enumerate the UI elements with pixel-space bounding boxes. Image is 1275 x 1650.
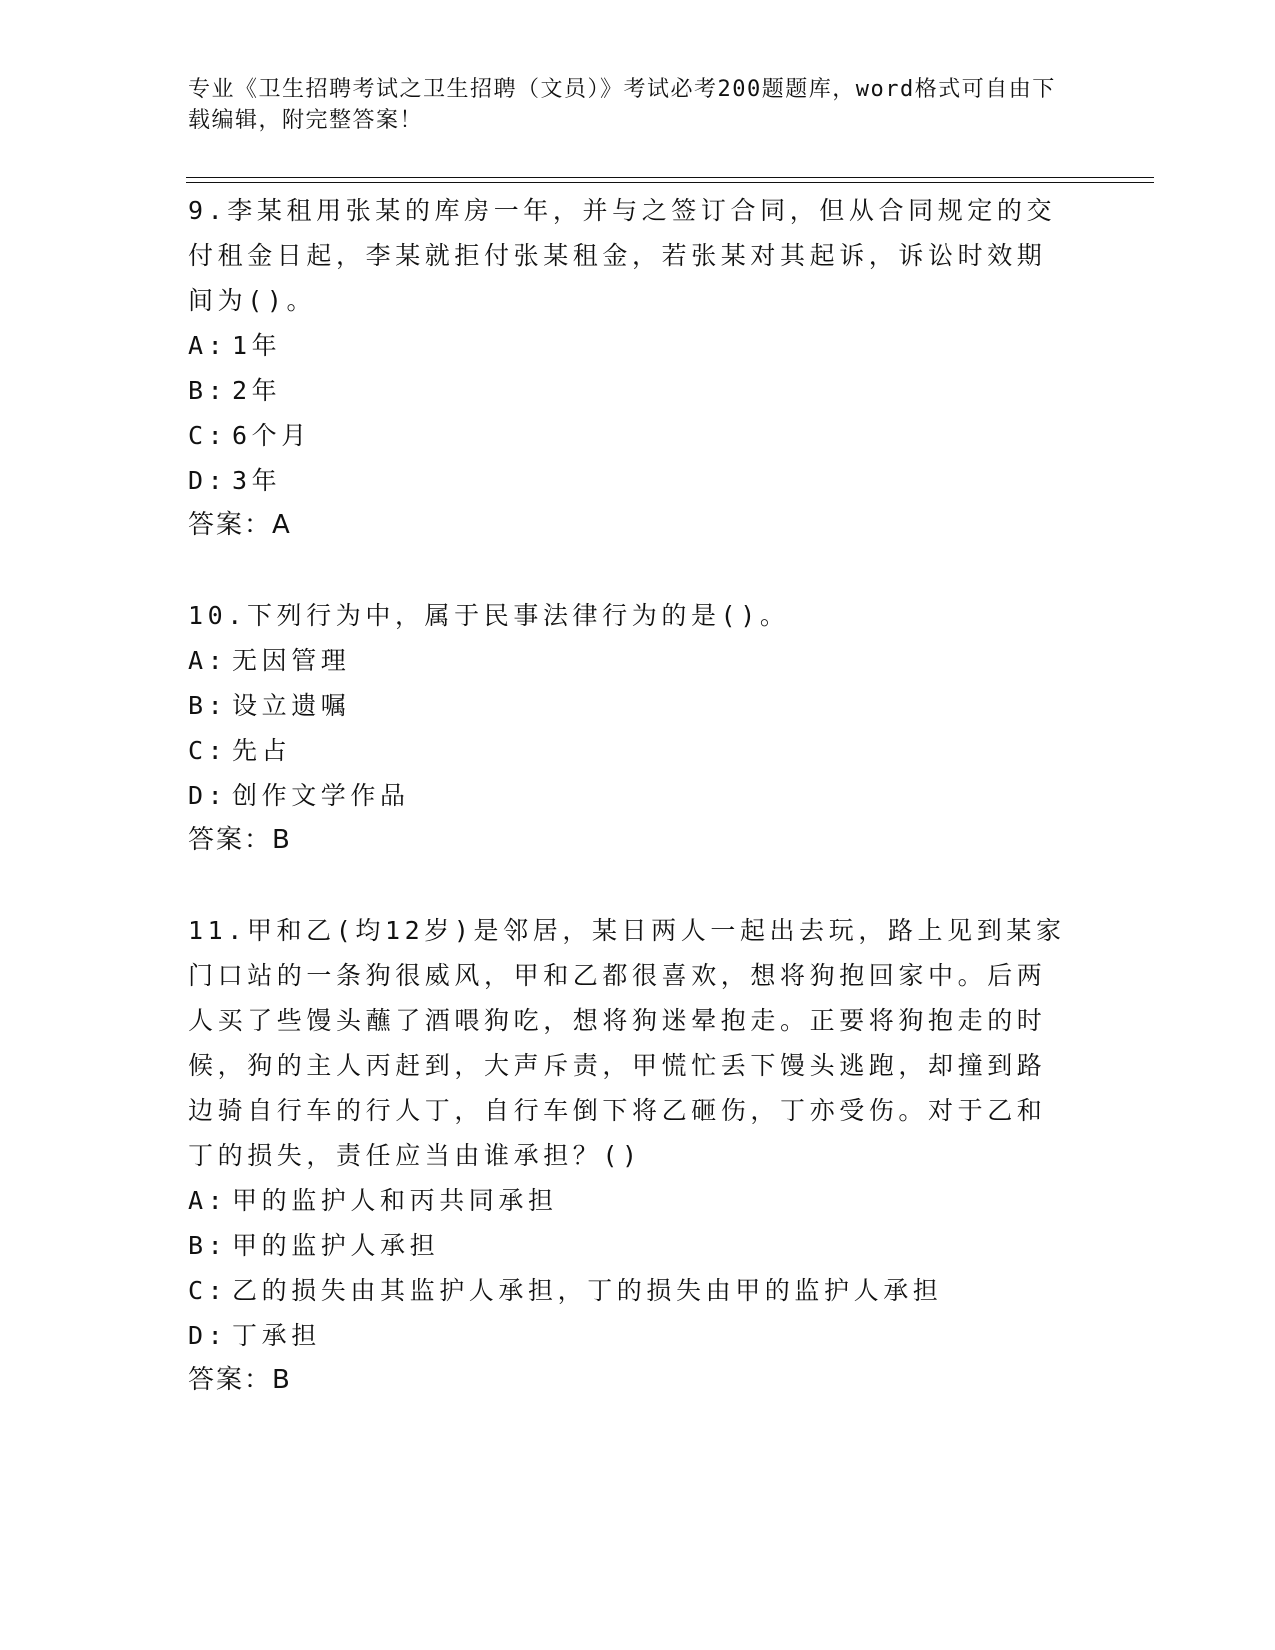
option-b — [188, 1223, 1068, 1268]
question-spacer — [188, 863, 1068, 908]
option-key: B: — [188, 1231, 228, 1260]
option-a — [188, 323, 1068, 368]
answer-label: 答案：B — [188, 1365, 292, 1395]
option-text: 乙的损失由其监护人承担，丁的损失由甲的监护人承担 — [232, 1276, 943, 1305]
questions-list — [188, 188, 1068, 1403]
option-key: A: — [188, 331, 228, 360]
option-key: C: — [188, 736, 228, 765]
question-9 — [188, 188, 1068, 548]
option-text: 甲的监护人和丙共同承担 — [232, 1186, 558, 1215]
option-text: 设立遗嘱 — [232, 691, 351, 720]
option-key: D: — [188, 1321, 228, 1350]
option-text: 甲的监护人承担 — [232, 1231, 440, 1260]
option-key: D: — [188, 466, 228, 495]
document-header: 专业《卫生招聘考试之卫生招聘（文员）》考试必考200题题库，word格式可自由下载编辑，附完整答案！ — [188, 77, 1056, 133]
option-b — [188, 683, 1068, 728]
header-rule-top — [186, 177, 1154, 178]
question-text: 10.下列行为中，属于民事法律行为的是()。 — [188, 601, 790, 630]
option-d — [188, 1313, 1068, 1358]
option-b — [188, 368, 1068, 413]
question-10 — [188, 593, 1068, 863]
question-11 — [188, 908, 1068, 1403]
option-d — [188, 773, 1068, 818]
header-rule-bottom — [186, 182, 1154, 183]
option-d — [188, 458, 1068, 503]
option-text: 1年 — [232, 331, 282, 360]
option-a — [188, 638, 1068, 683]
option-key: A: — [188, 646, 228, 675]
option-text: 3年 — [232, 466, 282, 495]
option-text: 6个月 — [232, 421, 311, 450]
option-c — [188, 1268, 1068, 1313]
option-text: 丁承担 — [232, 1321, 321, 1350]
option-text: 2年 — [232, 376, 282, 405]
option-text: 无因管理 — [232, 646, 351, 675]
option-key: D: — [188, 781, 228, 810]
option-c — [188, 413, 1068, 458]
option-key: C: — [188, 421, 228, 450]
option-key: C: — [188, 1276, 228, 1305]
answer-label: 答案：B — [188, 825, 292, 855]
option-c — [188, 728, 1068, 773]
question-text: 11.甲和乙(均12岁)是邻居，某日两人一起出去玩，路上见到某家门口站的一条狗很威风，甲和乙都很喜欢，想将狗抱回家中。后两人买了些馒头蘸了酒喂狗吃，想将狗迷晕抱走。正要将狗抱走的时候，狗的主人丙赶到，大声斥责，甲慌忙丢下馒头逃跑，却撞到路边骑自行车的行人丁，自行车倒下将乙砸伤，丁亦受伤。对于乙和丁的损失，责任应当由谁承担？() — [188, 916, 1066, 1170]
option-key: A: — [188, 1186, 228, 1215]
option-key: B: — [188, 691, 228, 720]
option-text: 先占 — [232, 736, 292, 765]
option-a — [188, 1178, 1068, 1223]
question-text: 9.李某租用张某的库房一年，并与之签订合同，但从合同规定的交付租金日起，李某就拒付张某租金，若张某对其起诉，诉讼时效期间为()。 — [188, 196, 1057, 315]
answer-label: 答案：A — [188, 510, 292, 540]
question-spacer — [188, 548, 1068, 593]
option-key: B: — [188, 376, 228, 405]
option-text: 创作文学作品 — [232, 781, 410, 810]
